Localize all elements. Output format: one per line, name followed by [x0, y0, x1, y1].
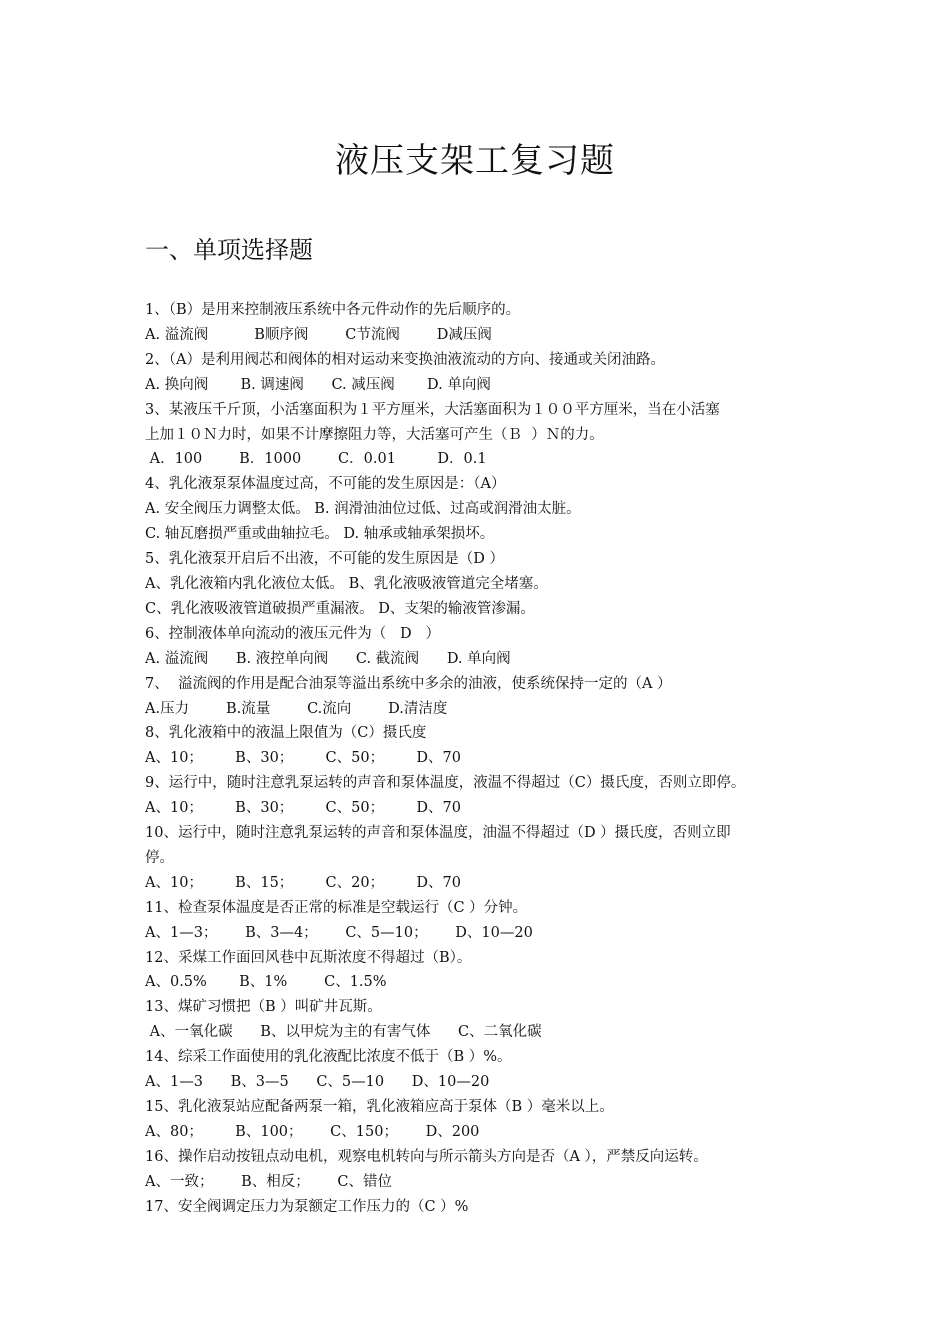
question-text: 1、（B）是用来控制液压系统中各元件动作的先后顺序的。 [145, 302, 521, 318]
question-text: 停。 [145, 849, 174, 866]
question-text: 9、运行中，随时注意乳泵运转的声音和泵体温度，液温不得超过（C）摄氏度，否则立即停。 [145, 775, 746, 792]
document-title: 液压支架工复习题 [335, 141, 615, 181]
question-text: 12、采煤工作面回风巷中瓦斯浓度不得超过（B）。 [145, 949, 472, 966]
answer-options: A、1—3 B、3—5 C、5—10 D、10—20 [145, 1074, 490, 1091]
question-text: 2、（A）是利用阀芯和阀体的相对运动来变换油液流动的方向、接通或关闭油路。 [145, 351, 665, 368]
answer-options: A、乳化液箱内乳化液位太低。 B、乳化液吸液管道完全堵塞。 [145, 575, 548, 592]
answer-options: A、一氧化碳 B、以甲烷为主的有害气体 C、二氧化碳 [145, 1024, 542, 1041]
answer-options: A. 安全阀压力调整太低。 B. 润滑油油位过低、过高或润滑油太脏。 [145, 501, 581, 518]
question-text: 16、操作启动按钮点动电机，观察电机转向与所示箭头方向是否（A ），严禁反向运转。 [145, 1148, 708, 1165]
question-text: 17、安全阀调定压力为泵额定工作压力的（C ）% [145, 1198, 469, 1215]
question-text: 10、运行中，随时注意乳泵运转的声音和泵体温度，油温不得超过（D ）摄氏度，否则立即 [145, 825, 731, 842]
question-list [145, 298, 815, 1220]
section-heading: 一、单项选择题 [145, 236, 313, 264]
answer-options: A、10； B、30； C、50； D、70 [145, 800, 461, 817]
answer-options: A、10； B、30； C、50； D、70 [145, 750, 461, 767]
answer-options: A. 换向阀 B. 调速阀 C. 减压阀 D. 单向阀 [145, 376, 491, 393]
question-text: 14、综采工作面使用的乳化液配比浓度不低于（B ）%。 [145, 1049, 512, 1066]
answer-options: A、80； B、100； C、150； D、200 [145, 1123, 480, 1140]
question-text: 13、煤矿习惯把（B ）叫矿井瓦斯。 [145, 999, 382, 1016]
answer-options: A．100 B．1000 C．0.01 D．0.1 [145, 451, 487, 468]
answer-options: A.压力 B.流量 C.流向 D.清洁度 [145, 700, 448, 717]
question-text: 3、某液压千斤顶，小活塞面积为１平方厘米，大活塞面积为１００平方厘米，当在小活塞 [145, 401, 720, 418]
answer-options: A、0.5% B、1% C、1.5% [145, 974, 387, 991]
question-text: 上加１０Ｎ力时，如果不计摩擦阻力等，大活塞可产生（Ｂ ）Ｎ的力。 [145, 426, 604, 443]
answer-options: C、乳化液吸液管道破损严重漏液。 D、支架的输液管渗漏。 [145, 600, 535, 617]
answer-options: A. 溢流阀 B. 液控单向阀 C. 截流阀 D. 单向阀 [145, 650, 511, 667]
question-text: 5、乳化液泵开启后不出液，不可能的发生原因是（D ） [145, 551, 504, 568]
question-text: 4、乳化液泵泵体温度过高，不可能的发生原因是：（A） [145, 476, 506, 493]
answer-options: A、1—3； B、3—4； C、5—10； D、10—20 [145, 924, 533, 941]
question-text: 8、乳化液箱中的液温上限值为（C）摄氏度 [145, 725, 427, 742]
answer-options: C. 轴瓦磨损严重或曲轴拉毛。 D. 轴承或轴承架损坏。 [145, 526, 495, 543]
question-text: 15、乳化液泵站应配备两泵一箱，乳化液箱应高于泵体（B ）毫米以上。 [145, 1099, 614, 1115]
answer-options: A、一致； B、相反； C、错位 [145, 1173, 393, 1190]
question-text: 7、 溢流阀的作用是配合油泵等溢出系统中多余的油液，使系统保持一定的（A ） [145, 675, 672, 692]
answer-options: A. 溢流阀 B顺序阀 C节流阀 D减压阀 [145, 326, 492, 343]
question-text: 6、控制液体单向流动的液压元件为（ D ） [145, 625, 441, 642]
question-text: 11、检查泵体温度是否正常的标准是空载运行（C ）分钟。 [145, 899, 528, 916]
answer-options: A、10； B、15； C、20； D、70 [145, 874, 461, 891]
